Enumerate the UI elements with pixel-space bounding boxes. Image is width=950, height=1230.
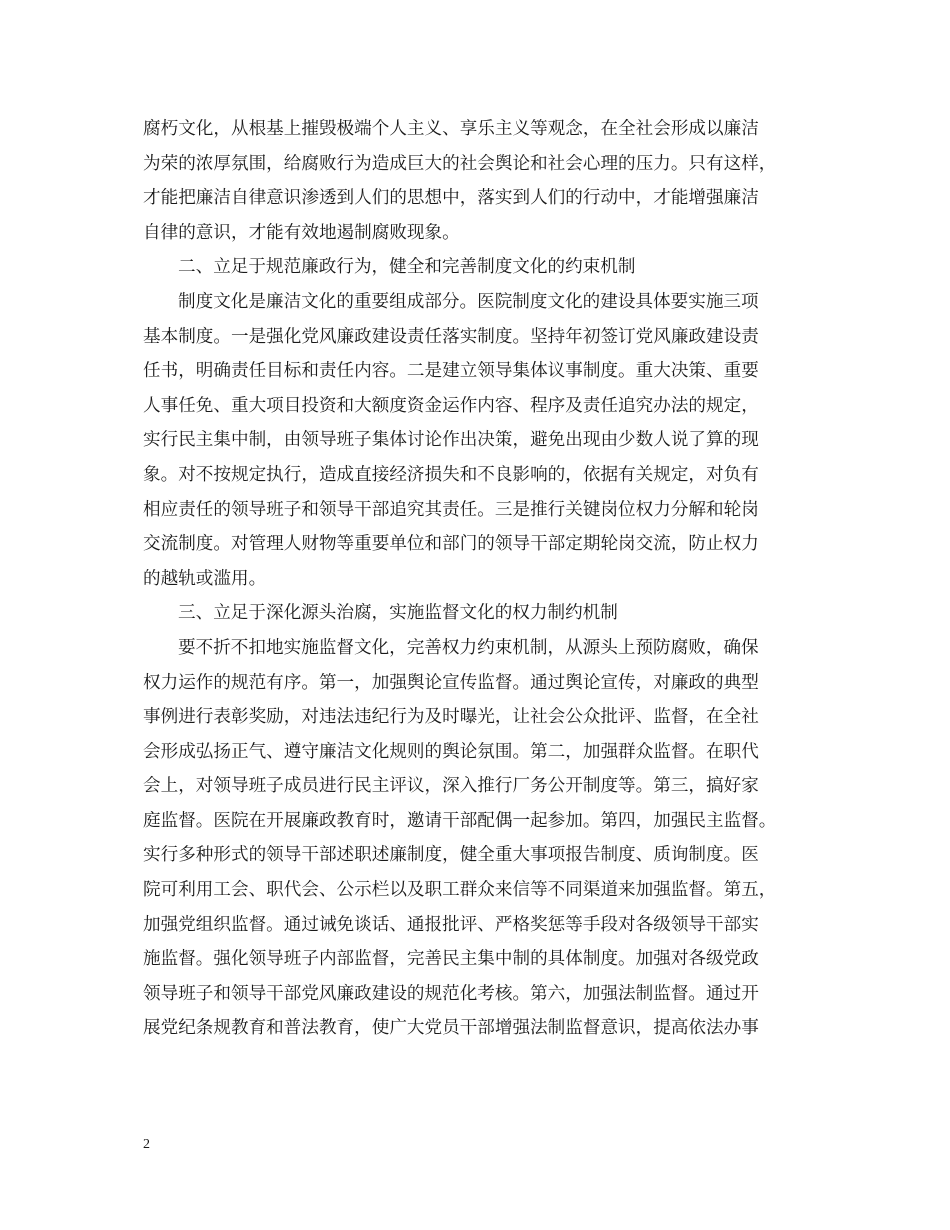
text-line: 实行多种形式的领导干部述职述廉制度，健全重大事项报告制度、质询制度。医 [143, 845, 759, 866]
text-line: 的越轨或滥用。 [143, 568, 267, 589]
text-line: 施监督。强化领导班子内部监督，完善民主集中制的具体制度。加强对各级党政 [143, 949, 759, 970]
text-line: 腐朽文化，从根基上摧毁极端个人主义、享乐主义等观念，在全社会形成以廉洁 [143, 119, 759, 139]
text-line: 展党纪条规教育和普法教育，使广大党员干部增强法制监督意识，提高依法办事 [143, 1018, 759, 1039]
text-line: 象。对不按规定执行，造成直接经济损失和不良影响的，依据有关规定，对负有 [143, 464, 759, 485]
text-line: 权力运作的规范有序。第一，加强舆论宣传监督。通过舆论宣传，对廉政的典型 [143, 672, 759, 693]
text-line: 事例进行表彰奖励，对违法违纪行为及时曝光，让社会公众批评、监督，在全社 [143, 707, 759, 728]
text-line: 实行民主集中制，由领导班子集体讨论作出决策，避免出现由少数人说了算的现 [143, 430, 759, 451]
paragraph-start-line: 二、立足于规范廉政行为，健全和完善制度文化的约束机制 [178, 257, 636, 278]
text-line: 院可利用工会、职代会、公示栏以及职工群众来信等不同渠道来加强监督。第五， [143, 880, 777, 901]
page-number: 2 [143, 1137, 150, 1152]
document-body [143, 112, 808, 1046]
text-line: 为荣的浓厚氛围，给腐败行为造成巨大的社会舆论和社会心理的压力。只有这样， [143, 153, 777, 174]
text-line: 相应责任的领导班子和领导干部追究其责任。三是推行关键岗位权力分解和轮岗 [143, 499, 759, 520]
paragraph-start-line: 要不折不扣地实施监督文化，完善权力约束机制，从源头上预防腐败，确保 [178, 637, 759, 658]
paragraph-start-line: 三、立足于深化源头治腐，实施监督文化的权力制约机制 [178, 603, 618, 624]
text-line: 才能把廉洁自律意识渗透到人们的思想中，落实到人们的行动中，才能增强廉洁 [143, 188, 759, 209]
text-line: 人事任免、重大项目投资和大额度资金运作内容、程序及责任追究办法的规定， [143, 395, 759, 416]
text-line: 庭监督。医院在开展廉政教育时，邀请干部配偶一起参加。第四，加强民主监督。 [143, 810, 777, 831]
text-line: 加强党组织监督。通过诫免谈话、通报批评、严格奖惩等手段对各级领导干部实 [143, 914, 759, 935]
paragraph-start-line: 制度文化是廉洁文化的重要组成部分。医院制度文化的建设具体要实施三项 [178, 291, 759, 312]
text-line: 会上，对领导班子成员进行民主评议，深入推行厂务公开制度等。第三，搞好家 [143, 776, 759, 797]
text-line: 任书，明确责任目标和责任内容。二是建立领导集体议事制度。重大决策、重要 [143, 361, 759, 382]
text-line: 交流制度。对管理人财物等重要单位和部门的领导干部定期轮岗交流，防止权力 [143, 534, 759, 555]
text-line: 领导班子和领导干部党风廉政建设的规范化考核。第六，加强法制监督。通过开 [143, 983, 759, 1004]
text-line: 基本制度。一是强化党风廉政建设责任落实制度。坚持年初签订党风廉政建设责 [143, 326, 759, 347]
text-line: 会形成弘扬正气、遵守廉洁文化规则的舆论氛围。第二，加强群众监督。在职代 [143, 741, 759, 762]
text-line: 自律的意识，才能有效地遏制腐败现象。 [143, 222, 460, 243]
